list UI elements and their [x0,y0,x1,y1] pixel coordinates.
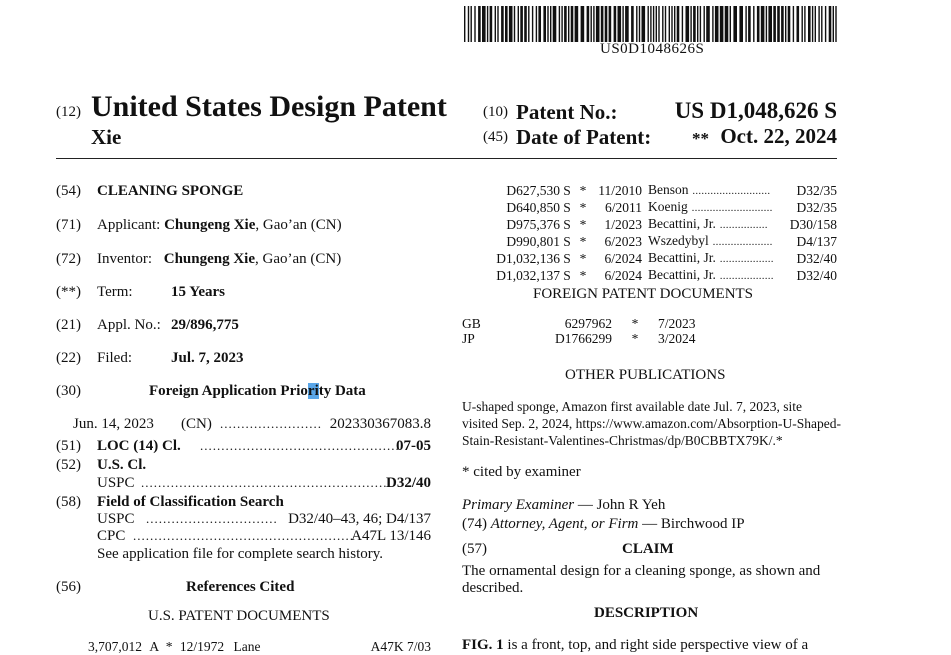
ref-kind: S [563,268,571,283]
ref-number: 6297962 [564,316,612,331]
barcode-bar [733,6,737,42]
ref-kind: S [563,200,571,215]
barcode-bar [690,6,691,42]
barcode-bar [553,6,557,42]
uscl-value: D32/40 [386,475,431,491]
ref-dots: .......................... [692,186,771,197]
ref-class: D4/137 [796,234,837,249]
barcode-bar [532,6,533,42]
barcode-number: US0D1048626S [600,41,705,57]
barcode-bar [706,6,710,42]
barcode-bar [815,6,816,42]
barcode-bar [536,6,537,42]
us-refs-table [484,182,837,284]
foreign-ref-row [462,331,722,346]
ref-kind: S [563,217,571,232]
barcode-bar [835,6,836,42]
barcode-bar [495,6,496,42]
ref-class: D32/35 [796,183,837,198]
uscl-code: (52) [56,457,81,473]
patent-type-title: United States Design Patent [91,90,447,123]
barcode-bar [748,6,751,42]
barcode-bar [650,6,651,42]
barcode-bar [669,6,670,42]
barcode-bar [653,6,654,42]
ref-name: Benson [648,182,689,197]
description-text-body: is a front, top, and right side perspective view of a [503,637,809,653]
examiner-label: Primary Examiner [462,497,575,513]
barcode-bar [547,6,548,42]
barcode-bar [482,6,486,42]
applicant-field [97,217,342,234]
ref-number: 3,707,012 [88,639,142,654]
ref-number: D990,801 [506,234,560,249]
examiner-line [462,497,665,514]
ref-kind: S [563,251,571,266]
barcode-bar [528,6,529,42]
ref-star: * [579,251,587,266]
figure-ref: FIG. 1 [462,637,504,653]
applicant-code: (71) [56,217,81,233]
applicant-name: Chungeng Xie [164,217,256,233]
applicant-label: Applicant: [97,217,161,233]
ref-country: JP [462,331,475,346]
ref-date: 6/2023 [604,234,642,249]
inventor-field [97,251,341,268]
barcode-bar [593,6,594,42]
ref-number: D1,032,137 [496,268,560,283]
us-ref-row [484,216,837,233]
barcode-bar [509,6,513,42]
text-selection-highlight[interactable]: ri [307,383,319,399]
code-45: (45) [483,129,508,145]
us-ref-row [484,233,837,250]
barcode-bar [715,6,719,42]
field-uspc: USPC [97,511,135,527]
barcode-bar [591,6,592,42]
filed-label: Filed: [97,350,133,366]
barcode-bar [682,6,683,42]
barcode-bar [514,6,515,42]
barcode-bar [490,6,493,42]
barcode-bar [639,6,640,42]
ref-date: 12/1972 [179,639,225,654]
barcode-bar [656,6,657,42]
barcode-bar [785,6,786,42]
barcode-bar [766,6,767,42]
barcode-bar [605,6,608,42]
foreign-app-code: (30) [56,383,81,399]
ref-number: D975,376 [506,217,560,232]
barcode-bar [821,6,822,42]
barcode-bar [636,6,637,42]
ref-star: * [579,183,587,198]
ref-class: D32/40 [796,268,837,283]
other-pubs-line1: U-shaped sponge, Amazon first available date Jul. 7, 2023, site [462,399,803,414]
examiner-name: — John R Yeh [574,497,666,513]
ref-name: Wszedybyl [648,233,709,248]
applicant-location: , Gao’an (CN) [255,217,342,233]
barcode-bar [642,6,646,42]
field-note: See application file for complete search history. [97,546,384,562]
ref-dots: .................. [719,271,774,282]
ref-dots: ........................... [691,203,773,214]
code-12: (12) [56,104,81,120]
barcode-bar [833,6,834,42]
ref-date: 6/2011 [605,200,642,215]
barcode-bar [559,6,560,42]
barcode-bar [761,6,765,42]
barcode-bar [829,6,832,42]
loc-label: LOC (14) Cl. [97,438,181,454]
barcode-bar [818,6,819,42]
barcode-bar [538,6,541,42]
barcode-bar [802,6,803,42]
barcode-image [464,6,838,42]
barcode-bar [757,6,760,42]
ref-star: * [631,331,639,346]
ref-date: 1/2023 [604,217,642,232]
ref-dots: ................ [719,220,768,231]
barcode-bar [550,6,551,42]
us-ref-row [484,199,837,216]
uscl-sub: USPC [97,475,135,491]
claim-text-line2: described. [462,580,524,596]
field-cpc-dots: .................................................... [133,528,354,543]
inventor-surname: Xie [91,125,122,149]
barcode-bar [720,6,724,42]
filed-date: Jul. 7, 2023 [171,350,244,366]
foreign-ref-row [462,316,722,331]
barcode-bar [812,6,813,42]
barcode-bar [518,6,519,42]
barcode-bar [568,6,569,42]
description-heading: DESCRIPTION [594,605,699,621]
ref-kind: S [563,234,571,249]
ref-name: Becattini, Jr. [648,250,716,265]
term-value: 15 Years [171,284,226,300]
refs-heading: References Cited [186,579,295,595]
barcode-bar [697,6,698,42]
appl-number: 29/896,775 [171,317,239,333]
other-pubs-line2: visited Sep. 2, 2024, https://www.amazon.com/Absorption-U-Shaped- [462,416,841,431]
claim-text-line1: The ornamental design for a cleaning sponge, as shown and [462,563,821,579]
attorney-name: — Birchwood IP [638,516,745,532]
ref-country: GB [462,316,481,331]
ref-name: Becattini, Jr. [648,216,716,231]
barcode-bar [739,6,743,42]
barcode-bar [575,6,579,42]
ref-star: * [579,200,587,215]
barcode-bar [618,6,622,42]
field-uspc-value: D32/40–43, 46; D4/137 [288,511,431,527]
ref-date: 6/2024 [604,268,642,283]
us-ref-row [484,267,837,284]
code-10: (10) [483,104,508,120]
barcode-bar [753,6,754,42]
ref-class: D32/40 [796,251,837,266]
barcode-bar [773,6,776,42]
barcode-bar [587,6,590,42]
inventor-code: (72) [56,251,81,267]
cited-by-examiner-note: * cited by examiner [462,464,581,480]
ref-number: D627,530 [506,183,560,198]
ref-number: D640,850 [506,200,560,215]
ref-date: 3/2024 [658,331,696,346]
claim-code: (57) [462,541,487,557]
barcode-bar [658,6,659,42]
attorney-label: Attorney, Agent, or Firm [490,516,639,532]
inventor-label: Inventor: [97,251,152,267]
filed-code: (22) [56,350,81,366]
barcode-bar [745,6,746,42]
barcode-bar [686,6,690,42]
date-of-patent: Oct. 22, 2024 [720,124,837,148]
ref-kind: A [149,639,159,654]
barcode-bar [520,6,523,42]
ref-star: * [165,639,173,654]
barcode-bar [704,6,705,42]
ref-name: Koenig [648,199,688,214]
us-docs-heading: U.S. PATENT DOCUMENTS [148,608,330,624]
barcode-bar [788,6,791,42]
foreign-app-number: 202330367083.8 [329,416,431,432]
barcode-bar [501,6,504,42]
other-pubs-line3: Stain-Resistant-Valentines-Christmas/dp/B0CBBTX79K/.* [462,433,783,448]
ref-class: D32/35 [796,200,837,215]
uscl-label: U.S. Cl. [97,457,147,473]
ref-dots: .................... [712,237,773,248]
ref-row-cut [88,639,261,655]
claim-heading: CLAIM [622,541,674,557]
other-pubs-heading: OTHER PUBLICATIONS [565,367,726,383]
barcode-bar [777,6,780,42]
barcode-bar [561,6,562,42]
inventor-location: , Gao’an (CN) [255,251,342,267]
barcode-bar [648,6,649,42]
attorney-code: (74) [462,516,487,532]
header-rule [56,158,837,159]
attorney-line [462,516,745,533]
barcode-bar [622,6,623,42]
field-cpc-value: A47L 13/146 [351,528,431,544]
barcode-bar [671,6,672,42]
description-text [462,637,808,654]
ref-star: * [579,234,587,249]
ref-date: 11/2010 [598,183,642,198]
date-marker: ** [692,129,709,148]
barcode-bar [665,6,666,42]
barcode-bar [609,6,612,42]
barcode-bar [581,6,585,42]
uscl-dots: .......................................................... [141,475,388,490]
field-code: (58) [56,494,81,510]
barcode-bar [730,6,731,42]
ref-star: * [579,268,587,283]
barcode-bar [543,6,546,42]
loc-value: 07-05 [396,438,431,454]
barcode-bar [614,6,617,42]
foreign-app-heading [149,383,366,400]
us-ref-row [484,182,837,199]
term-label: Term: [97,284,133,300]
appl-label: Appl. No.: [97,317,161,333]
barcode-bar [662,6,663,42]
loc-dots: ............................................... [200,438,400,453]
barcode-bar [497,6,498,42]
refs-code: (56) [56,579,81,595]
barcode-bar [700,6,701,42]
ref-star: * [631,316,639,331]
barcode-bar [674,6,675,42]
barcode-bar [625,6,629,42]
barcode-bar [564,6,567,42]
barcode-bar [804,6,805,42]
barcode-bar [468,6,469,42]
us-ref-row [484,250,837,267]
barcode-bar [571,6,574,42]
ref-class-cut: A47K 7/03 [370,639,431,654]
barcode-bar [631,6,634,42]
inventor-name: Chungeng Xie [163,251,256,267]
ref-name: Becattini, Jr. [648,267,716,282]
field-uspc-dots: ............................... [146,511,278,526]
barcode-bar [464,6,465,42]
foreign-app-country: (CN) [181,416,212,432]
foreign-refs-table [462,316,722,346]
barcode-bar [601,6,604,42]
ref-kind: S [563,183,571,198]
barcode-bar [808,6,811,42]
foreign-app-dots: ........................ [220,416,322,431]
barcode-bar [768,6,772,42]
term-code: (**) [56,284,81,300]
barcode-bar [471,6,472,42]
loc-code: (51) [56,438,81,454]
barcode-bar [693,6,696,42]
barcode-bar [487,6,488,42]
date-label: Date of Patent: [516,125,652,149]
barcode-bar [505,6,508,42]
barcode-bar [725,6,729,42]
foreign-app-date: Jun. 14, 2023 [73,416,154,432]
ref-number: D1,032,136 [496,251,560,266]
foreign-app-heading-part2: ty Data [318,383,366,399]
barcode-bar [781,6,784,42]
barcode-bar [677,6,680,42]
ref-name: Lane [233,639,261,654]
ref-number: D1766299 [555,331,612,346]
barcode-bar [474,6,475,42]
ref-date: 6/2024 [604,251,642,266]
barcode-bar [596,6,600,42]
patent-number: US D1,048,626 S [674,98,837,123]
barcode-bar [797,6,800,42]
patent-no-label: Patent No.: [516,100,618,124]
barcode-bar [793,6,794,42]
appl-code: (21) [56,317,81,333]
field-label: Field of Classification Search [97,494,284,510]
barcode-bar [524,6,527,42]
foreign-docs-heading: FOREIGN PATENT DOCUMENTS [533,286,754,302]
ref-dots: .................. [719,254,774,265]
title-code: (54) [56,183,81,199]
field-cpc: CPC [97,528,126,544]
ref-star: * [579,217,587,232]
barcode-bar [712,6,713,42]
barcode-bar [478,6,481,42]
foreign-app-heading-part1: Foreign Application Prio [149,383,308,399]
invention-title: CLEANING SPONGE [97,183,244,199]
barcode-bar [825,6,826,42]
ref-class: D30/158 [789,217,837,232]
ref-date: 7/2023 [658,316,696,331]
